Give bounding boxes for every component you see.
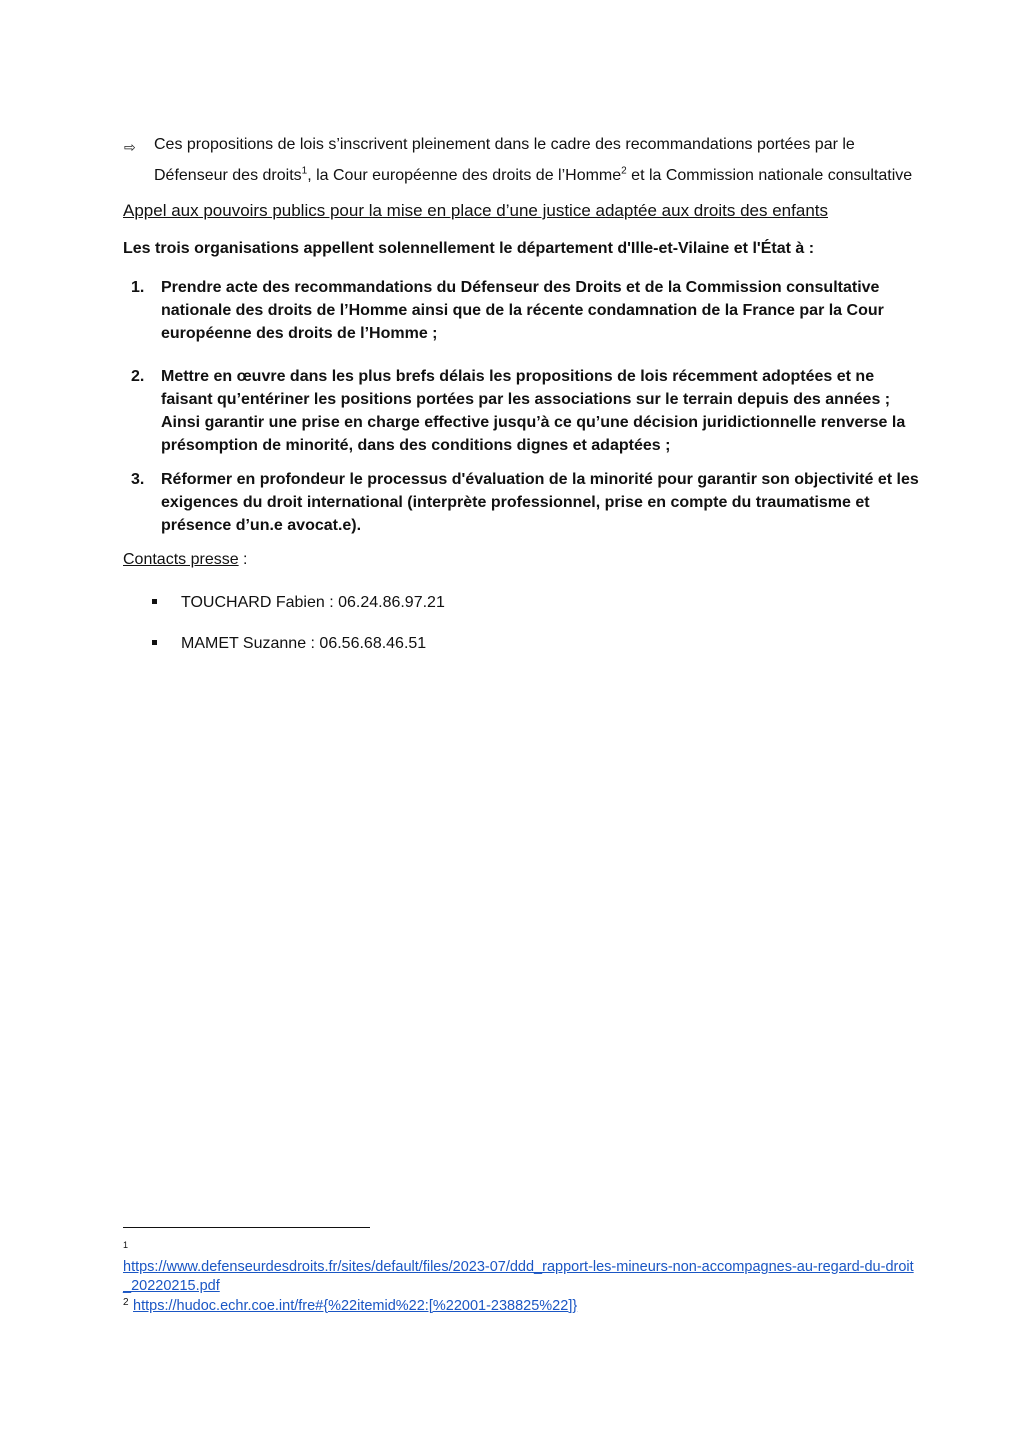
contact-text: TOUCHARD Fabien : 06.24.86.97.21 xyxy=(181,594,445,611)
footnote-2-number: 2 xyxy=(123,1297,129,1308)
text-segment: Défenseur des droits xyxy=(154,167,302,184)
text-segment: , la Cour européenne des droits de l’Homme xyxy=(307,167,622,184)
footnote-1-link-continued[interactable]: _20220215.pdf xyxy=(123,1278,220,1294)
arrow-paragraph-line-2 xyxy=(154,161,912,191)
list-item-line: Réformer en profondeur le processus d'évaluation de la minorité pour garantir son objectivité et les xyxy=(161,471,919,488)
contacts-heading xyxy=(123,551,248,569)
footnote-2 xyxy=(123,1297,577,1315)
contacts-suffix: : xyxy=(238,551,248,568)
contacts-label: Contacts presse xyxy=(123,551,239,568)
square-bullet-icon xyxy=(152,640,157,645)
contact-entry-1 xyxy=(152,594,445,612)
footnote-ref-1[interactable]: 1 xyxy=(301,165,308,177)
footnote-1-number: 1 xyxy=(123,1240,129,1250)
list-item-line: Mettre en œuvre dans les plus brefs délais les propositions de lois récemment adoptées et ne xyxy=(161,368,875,385)
footnote-separator xyxy=(123,1227,370,1228)
list-item-line: présomption de minorité, dans des conditions dignes et adaptées ; xyxy=(161,437,671,454)
text-segment: et la Commission nationale consultative xyxy=(626,167,913,184)
footnote-2-link[interactable]: https://hudoc.echr.coe.int/fre#{%22itemid%22:[%22001-238825%22]} xyxy=(133,1298,578,1314)
list-item-line: nationale des droits de l’Homme ainsi que de la récente condamnation de la France par la Cour xyxy=(161,302,884,319)
list-item-line: faisant qu’entériner les positions portées par les associations sur le terrain depuis des années ; xyxy=(161,391,891,408)
right-arrow-icon: ⇨ xyxy=(124,139,136,155)
contact-entry-2 xyxy=(152,635,426,653)
list-item-line: présence d’un.e avocat.e). xyxy=(161,517,362,534)
list-item-line: Ainsi garantir une prise en charge effective jusqu’à ce qu’une décision juridictionnelle renverse la xyxy=(161,414,906,431)
section-heading: Appel aux pouvoirs publics pour la mise en place d’une justice adaptée aux droits des enfants xyxy=(123,201,828,220)
contact-text: MAMET Suzanne : 06.56.68.46.51 xyxy=(181,635,427,652)
list-item-line: Prendre acte des recommandations du Défenseur des Droits et de la Commission consultative xyxy=(161,279,880,296)
list-item-line: européenne des droits de l’Homme ; xyxy=(161,325,438,342)
footnote-ref-2[interactable]: 2 xyxy=(621,165,627,177)
list-item-number: 2. xyxy=(131,368,145,385)
arrow-paragraph-line-1: Ces propositions de lois s’inscrivent pleinement dans le cadre des recommandations portées par le xyxy=(154,136,855,153)
list-item-number: 3. xyxy=(131,471,145,488)
intro-statement: Les trois organisations appellent solennellement le département d'Ille-et-Vilaine et l'État à : xyxy=(123,240,815,257)
square-bullet-icon xyxy=(152,599,157,604)
list-item-line: exigences du droit international (interprète professionnel, prise en compte du traumatisme et xyxy=(161,494,870,511)
list-item-number: 1. xyxy=(131,279,145,296)
footnote-1-link[interactable]: https://www.defenseurdesdroits.fr/sites/default/files/2023-07/ddd_rapport-les-mineurs-non-accompagnes-au-regard-du-droit xyxy=(123,1259,914,1275)
